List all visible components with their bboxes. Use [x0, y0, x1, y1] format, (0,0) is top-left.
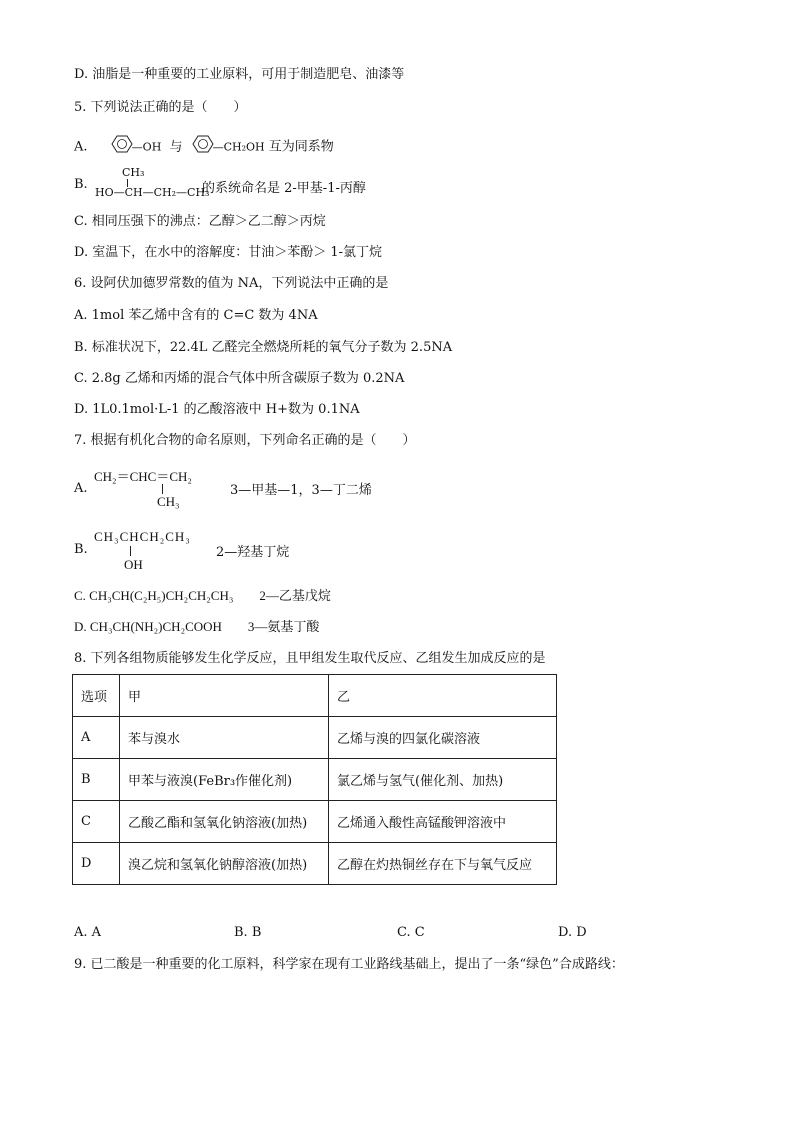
table-cell: 乙酸乙酯和氢氧化钠溶液(加热)	[120, 801, 329, 843]
table-header-row	[73, 675, 557, 717]
table-cell: 氯乙烯与氢气(催化剂、加热)	[329, 759, 557, 801]
q7-option-d: D. CH₃CH(NH₂)CH₂COOH 3—氨基丁酸	[74, 619, 320, 634]
table-cell: A	[73, 717, 120, 759]
q7a-name: 3—甲基—1，3—丁二烯	[230, 483, 372, 498]
table-cell: 乙醇在灼热铜丝存在下与氧气反应	[329, 843, 557, 885]
table-row	[73, 759, 557, 801]
bond-line	[162, 484, 163, 494]
reaction-table	[72, 674, 557, 885]
q8-option-a: A. A	[74, 925, 102, 940]
q5-option-d: D. 室温下，在水中的溶解度：甘油＞苯酚＞ 1-氯丁烷	[74, 245, 383, 260]
q7b-formula: CH₃CHCH₂CH₃	[94, 529, 191, 544]
q7a-formula: CH₂＝CHC＝CH₂	[94, 469, 192, 484]
table-cell: 乙烯通入酸性高锰酸钾溶液中	[329, 801, 557, 843]
q5-option-b: B.	[74, 177, 88, 192]
q7-option-b: B.	[74, 542, 88, 557]
q7-option-c: C. CH₃CH(C₂H₅)CH₂CH₂CH₃ 2—乙基戊烷	[74, 588, 331, 603]
question-8-stem: 8. 下列各组物质能够发生化学反应，且甲组发生取代反应、乙组发生加成反应的是	[74, 651, 546, 666]
q7b-branch: OH	[124, 557, 143, 572]
table-row	[73, 801, 557, 843]
q5-option-a: A. —OH 与 —CH₂OH 互为同系物	[74, 134, 334, 160]
question-9-stem: 9. 已二酸是一种重要的化工原料，科学家在现有工业路线基础上，提出了一条“绿色”合成路线：	[74, 957, 624, 972]
q8-option-c: C. C	[397, 925, 425, 940]
table-cell: B	[73, 759, 120, 801]
table-cell: 溴乙烷和氢氧化钠醇溶液(加热)	[120, 843, 329, 885]
question-5-stem: 5. 下列说法正确的是（ ）	[74, 100, 247, 115]
q5-option-c: C. 相同压强下的沸点：乙醇＞乙二醇＞丙烷	[74, 214, 326, 229]
table-header-cell: 选项	[73, 675, 120, 717]
table-cell: 甲苯与液溴(FeBr₃作催化剂)	[120, 759, 329, 801]
q6-option-d: D. 1L0.1mol·L-1 的乙酸溶液中 H+数为 0.1NA	[74, 402, 360, 417]
q7a-branch: CH₃	[157, 494, 180, 509]
table-cell: 乙烯与溴的四氯化碳溶液	[329, 717, 557, 759]
table-cell: C	[73, 801, 120, 843]
q6-option-b: B. 标准状况下，22.4L 乙醛完全燃烧所耗的氧气分子数为 2.5NA	[74, 340, 453, 355]
question-7-stem: 7. 根据有机化合物的命名原则，下列命名正确的是（ ）	[74, 433, 416, 448]
q6-option-c: C. 2.8g 乙烯和丙烯的混合气体中所含碳原子数为 0.2NA	[74, 371, 405, 386]
table-row	[73, 843, 557, 885]
table-header-cell: 乙	[329, 675, 557, 717]
table-row	[73, 717, 557, 759]
q5b-chain: HO—CH—CH₂—CH₃	[95, 186, 210, 199]
q8-option-b: B. B	[234, 925, 262, 940]
table-header-cell: 甲	[120, 675, 329, 717]
q6-option-a: A. 1mol 苯乙烯中含有的 C=C 数为 4NA	[74, 308, 318, 323]
q7b-name: 2—羟基丁烷	[216, 545, 290, 560]
table-cell: 苯与溴水	[120, 717, 329, 759]
q8-option-d: D. D	[558, 925, 587, 940]
q7-option-a: A.	[74, 481, 88, 496]
q5b-text: 的系统命名是 2-甲基-1-丙醇	[202, 181, 366, 196]
bond-line	[130, 546, 131, 556]
question-6-stem: 6. 设阿伏加德罗常数的值为 NA，下列说法中正确的是	[74, 276, 389, 291]
table-cell: D	[73, 843, 120, 885]
q4-option-d: D. 油脂是一种重要的工业原料，可用于制造肥皂、油漆等	[74, 67, 405, 82]
q5b-branch: CH₃	[122, 166, 145, 179]
